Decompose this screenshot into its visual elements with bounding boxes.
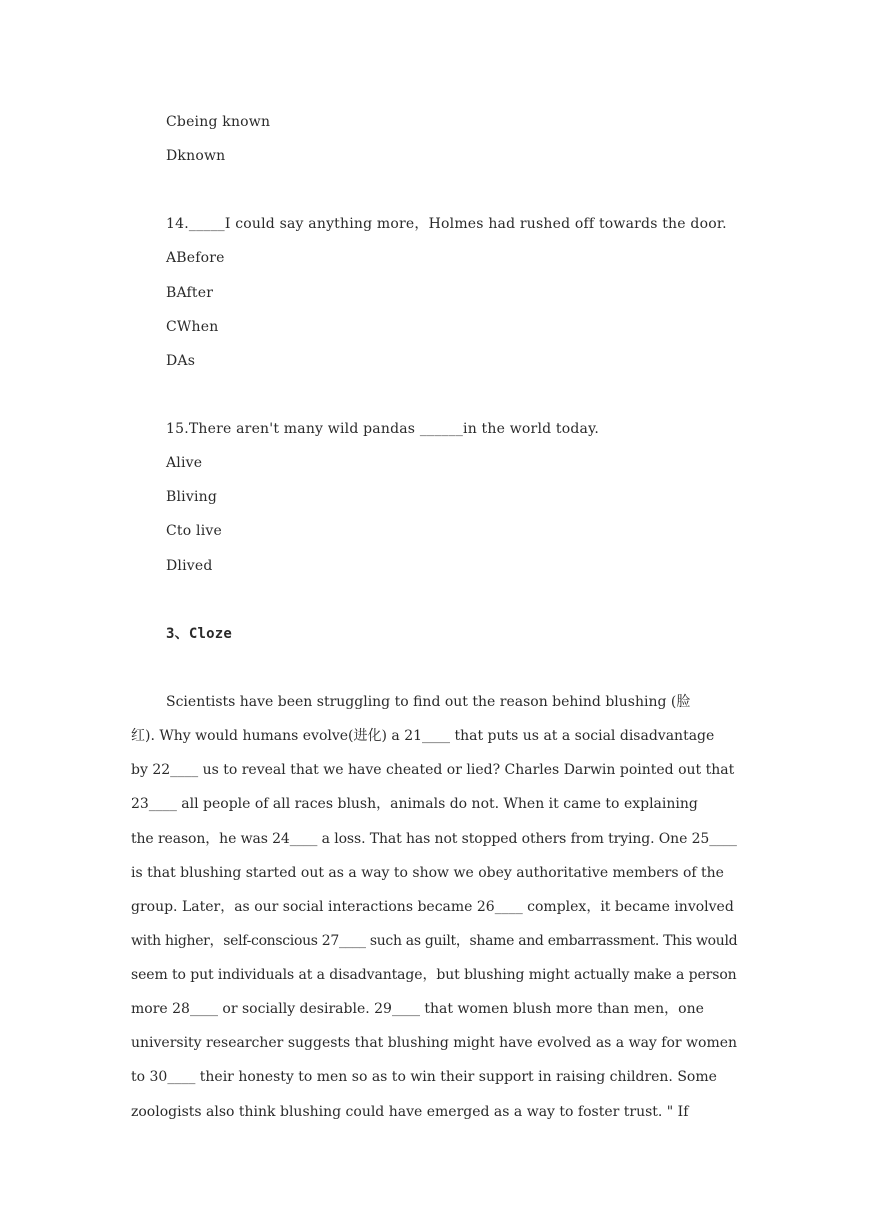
passage-line: 23____ all people of all races blush，animals do not. When it came to explaining (131, 796, 698, 812)
q15-option-d: Dlived (166, 558, 213, 574)
passage-line: more 28____ or socially desirable. 29____ that women blush more than men，one (131, 1001, 704, 1017)
passage-line: is that blushing started out as a way to show we obey authoritative members of the (131, 865, 724, 881)
passage-line: zoologists also think blushing could have emerged as a way to foster trust. " If (131, 1104, 689, 1120)
q15-option-c: Cto live (166, 523, 222, 539)
q13-option-c: Cbeing known (166, 114, 271, 130)
section-heading: 3、Cloze (166, 626, 232, 642)
passage-line: 红). Why would humans evolve(进化) a 21____ that puts us at a social disadvantage (131, 728, 715, 744)
q14-option-d: DAs (166, 353, 196, 369)
q14-option-a: ABefore (166, 250, 225, 266)
q14-option-b: BAfter (166, 285, 214, 301)
q15-option-b: Bliving (166, 489, 218, 505)
q15-option-a: Alive (166, 455, 203, 471)
passage-line: with higher，self-conscious 27____ such as guilt，shame and embarrassment. This would (131, 933, 738, 949)
passage-line: seem to put individuals at a disadvantage，but blushing might actually make a person (131, 967, 737, 983)
q15-stem: 15.There aren't many wild pandas ______in the world today. (166, 421, 599, 437)
passage-line: by 22____ us to reveal that we have cheated or lied? Charles Darwin pointed out that (131, 762, 735, 778)
passage-line: university researcher suggests that blushing might have evolved as a way for women (131, 1035, 738, 1051)
passage-line: group. Later，as our social interactions became 26____ complex，it became involved (131, 899, 734, 915)
q13-option-d: Dknown (166, 148, 226, 164)
passage-line: Scientists have been struggling to find out the reason behind blushing (脸 (166, 694, 691, 710)
q14-stem: 14._____I could say anything more，Holmes had rushed off towards the door. (166, 216, 727, 232)
passage-line: the reason，he was 24____ a loss. That has not stopped others from trying. One 25____ (131, 831, 737, 847)
passage-line: to 30____ their honesty to men so as to win their support in raising children. Some (131, 1069, 717, 1085)
q14-option-c: CWhen (166, 319, 219, 335)
